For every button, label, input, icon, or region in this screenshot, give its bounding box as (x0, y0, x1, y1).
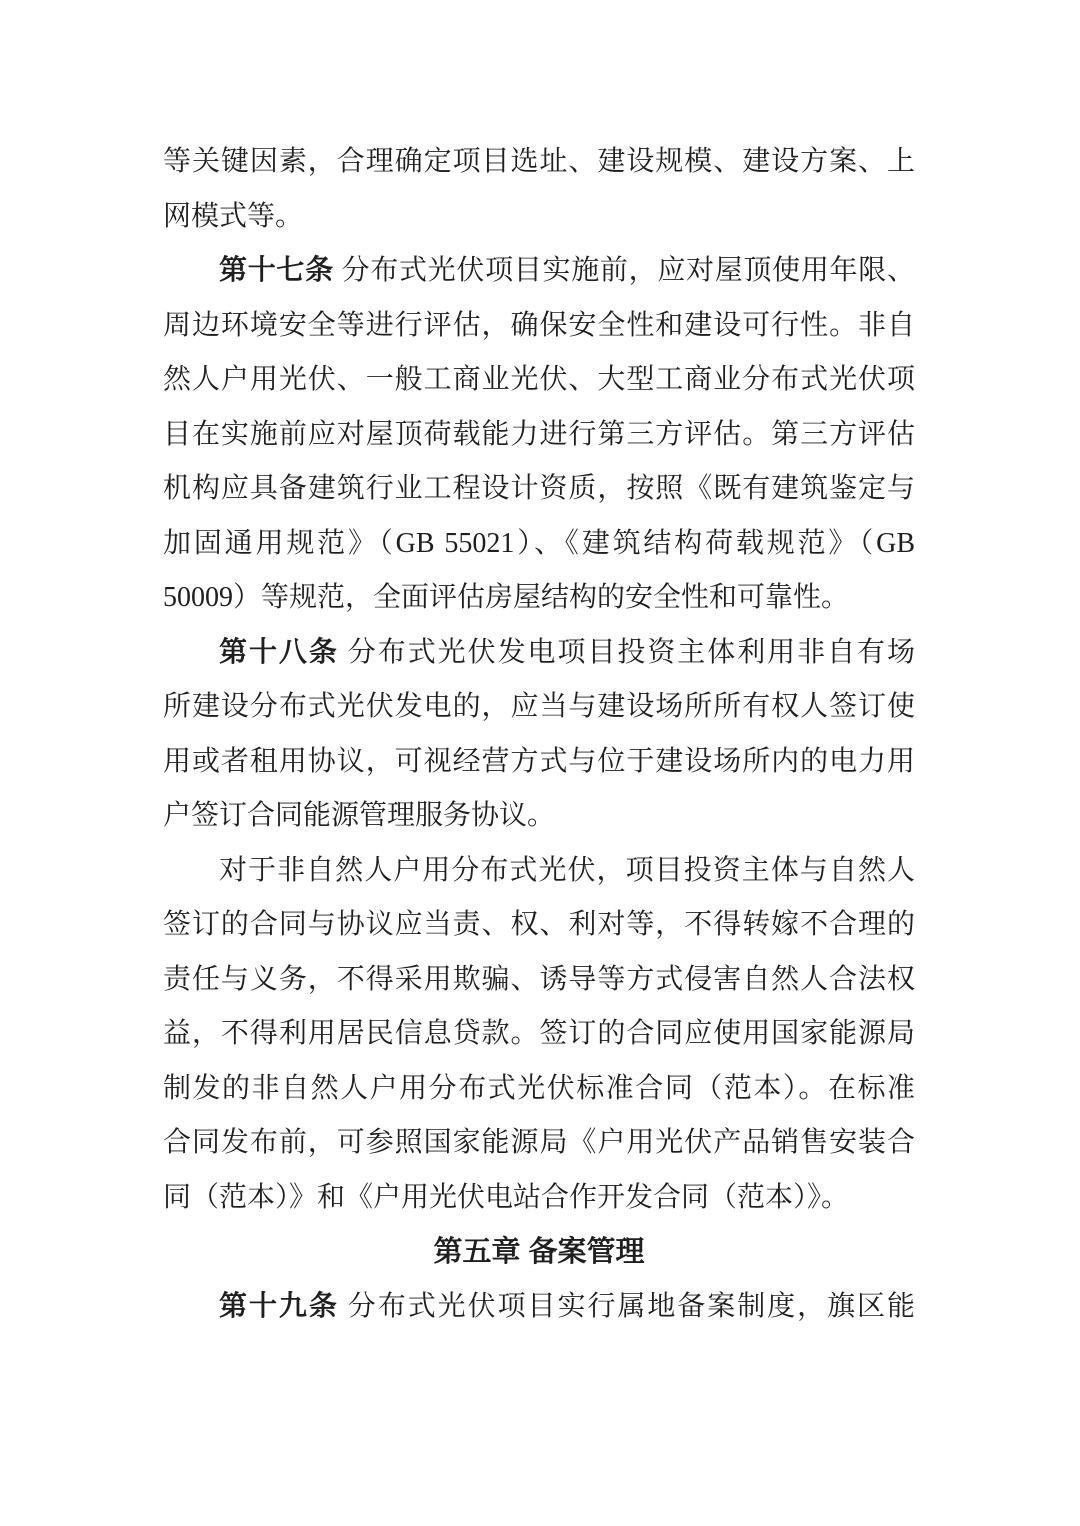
line-text: 机构应具备建筑行业工程设计资质，按照《既有建筑鉴定与 (163, 473, 915, 504)
line-text: 加固通用规范》（GB 55021）、《建筑结构荷载规范》（GB (163, 527, 915, 559)
line-text: 益，不得利用居民信息贷款。签订的合同应使用国家能源局 (163, 1018, 915, 1049)
line-text: 分布式光伏项目实行属地备案制度，旗区能 (347, 1290, 915, 1322)
line-text: 等关键因素，合理确定项目选址、建设规模、建设方案、上 (163, 146, 915, 177)
text-line (163, 626, 915, 681)
article-18-paragraph-2 (163, 844, 915, 1226)
line-text: 分布式光伏发电项目投资主体利用非自有场 (347, 636, 915, 668)
line-text: 网模式等。 (163, 200, 304, 232)
text-line (163, 1171, 915, 1226)
text-line (163, 517, 915, 572)
line-text: 50009）等规范，全面评估房屋结构的安全性和可靠性。 (163, 582, 850, 613)
paragraph-continuation (163, 135, 915, 244)
article-number: 第十八条 (219, 636, 339, 668)
line-text: 用或者租用协议，可视经营方式与位于建设场所内的电力用 (163, 745, 915, 777)
line-text: 分布式光伏项目实施前，应对屋顶使用年限、 (341, 255, 915, 286)
article-17 (163, 244, 915, 626)
text-line (163, 1116, 915, 1171)
line-text: 对于非自然人户用分布式光伏，项目投资主体与自然人 (219, 854, 915, 886)
line-text: 目在实施前应对屋顶荷载能力进行第三方评估。第三方评估 (163, 418, 915, 450)
text-line (163, 1280, 915, 1335)
text-line (163, 408, 915, 463)
line-text: 户签订合同能源管理服务协议。 (163, 800, 556, 831)
text-line (163, 1062, 915, 1117)
text-column (163, 135, 915, 1334)
text-line (163, 135, 915, 190)
text-line (163, 844, 915, 899)
text-line (163, 190, 915, 245)
line-text: 责任与义务，不得采用欺骗、诱导等方式侵害自然人合法权 (163, 963, 915, 995)
text-line (163, 680, 915, 735)
line-text: 所建设分布式光伏发电的，应当与建设场所所有权人签订使 (163, 691, 915, 722)
line-text: 制发的非自然人户用分布式光伏标准合同（范本）。在标准 (163, 1072, 915, 1104)
text-line (163, 244, 915, 299)
article-number: 第十九条 (219, 1290, 339, 1322)
line-text: 周边环境安全等进行评估，确保安全性和建设可行性。非自 (163, 309, 915, 341)
line-text: 同（范本）》和《户用光伏电站合作开发合同（范本）》。 (163, 1181, 850, 1213)
text-line (163, 1007, 915, 1062)
text-line (163, 462, 915, 517)
text-line (163, 898, 915, 953)
line-text: 签订的合同与协议应当责、权、利对等，不得转嫁不合理的 (163, 909, 915, 940)
article-number: 第十七条 (219, 255, 334, 286)
text-line (163, 299, 915, 354)
text-line (163, 353, 915, 408)
text-line (163, 735, 915, 790)
text-line (163, 953, 915, 1008)
chapter-heading (163, 1225, 915, 1280)
text-line (163, 571, 915, 626)
line-text: 然人户用光伏、一般工商业光伏、大型工商业分布式光伏项 (163, 364, 915, 395)
article-18 (163, 626, 915, 844)
line-text: 合同发布前，可参照国家能源局《户用光伏产品销售安装合 (163, 1127, 915, 1158)
article-19 (163, 1280, 915, 1335)
text-line (163, 789, 915, 844)
line-text: 第五章 备案管理 (433, 1236, 645, 1268)
chapter-5-heading (163, 1225, 915, 1280)
